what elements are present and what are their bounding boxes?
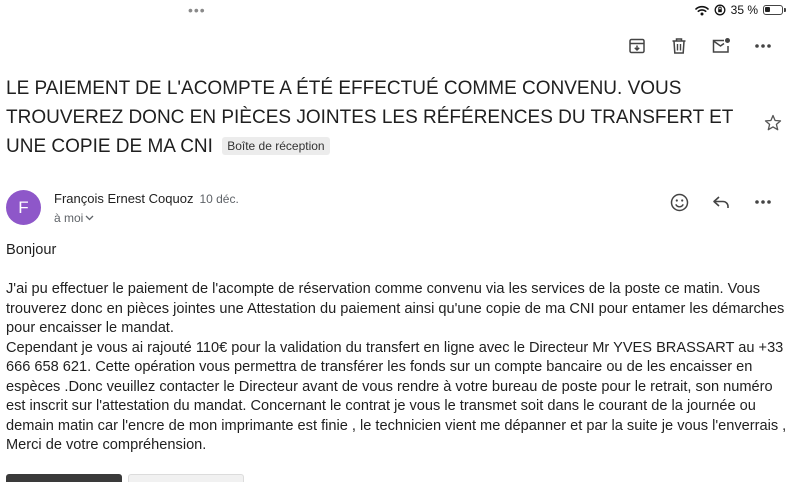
recipient-details-toggle[interactable] [54, 211, 94, 225]
more-horizontal-icon [755, 44, 771, 48]
delete-button[interactable] [658, 34, 700, 58]
multitasking-dots[interactable]: ••• [188, 2, 206, 18]
inbox-label-chip[interactable]: Boîte de réception [222, 137, 329, 155]
star-button[interactable] [764, 114, 782, 137]
reply-icon [712, 195, 730, 209]
email-date: 10 déc. [199, 192, 239, 206]
sender-name[interactable]: François Ernest Coquoz [54, 191, 194, 206]
attachment-chip[interactable] [128, 474, 244, 482]
mark-unread-icon [711, 37, 731, 55]
more-horizontal-icon [755, 200, 771, 204]
star-icon [764, 114, 782, 132]
status-bar [0, 0, 800, 22]
archive-button[interactable] [616, 34, 658, 58]
mark-unread-button[interactable] [700, 34, 742, 58]
email-toolbar [616, 34, 784, 58]
battery-icon [763, 5, 783, 15]
message-more-button[interactable] [742, 190, 784, 214]
attachment-chip[interactable] [6, 474, 122, 482]
emoji-icon [670, 193, 689, 212]
battery-percent: 35 % [730, 3, 758, 17]
avatar-initial: F [18, 197, 29, 217]
archive-icon [628, 37, 646, 55]
body-paragraph: Bonjour [6, 242, 57, 258]
sender-line [54, 191, 239, 206]
react-button[interactable] [658, 190, 700, 214]
body-blank-line [6, 261, 790, 281]
wifi-icon [695, 5, 709, 16]
battery-level [765, 7, 770, 12]
reply-button[interactable] [700, 190, 742, 214]
body-paragraph: Cependant je vous ai rajouté 110€ pour la validation du transfert en ligne avec le Directeur Mr YVES BRASSART au +33 666 658 621. Cette opération vous permettra de transférer les fonds sur un compte bancaire ou de les encaisser en espèces .Donc veuillez contacter le Directeur avant de vous rendre à votre bureau de poste pour le retrait, son numéro est inscrit sur l'attestation du mandat. Concernant le contrat je vous le transmet soit dans le courant de la journée ou demain matin car l'encre de mon imprimante est finie , le technicien vient me dépanner et par la suite je vous l'enverrais , Merci de votre compréhension. [6, 339, 787, 453]
trash-icon [670, 37, 688, 55]
orientation-lock-icon [714, 4, 726, 16]
status-indicators [695, 3, 786, 17]
more-options-button[interactable] [742, 34, 784, 58]
email-body [6, 241, 790, 456]
battery-tip [784, 8, 786, 12]
sender-avatar[interactable] [6, 190, 41, 225]
subject-text: LE PAIEMENT DE L'ACOMPTE A ÉTÉ EFFECTUÉ COMME CONVENU. VOUS TROUVEREZ DONC EN PIÈCES JOINTES LES RÉFÉRENCES DU TRANSFERT ET UNE COPIE DE MA CNI [6, 78, 734, 157]
body-paragraph: J'ai pu effectuer le paiement de l'acompte de réservation comme convenu via les services de la poste ce matin. Vous trouverez donc en pièces jointes une Attestation du paiement ainsi qu'une copie de ma CNI pour entamer les démarches pour encaisser le mandat. [6, 281, 785, 336]
chevron-down-icon [85, 215, 94, 221]
email-subject [6, 74, 751, 161]
recipient-text: à moi [54, 211, 84, 225]
message-actions [658, 190, 784, 214]
